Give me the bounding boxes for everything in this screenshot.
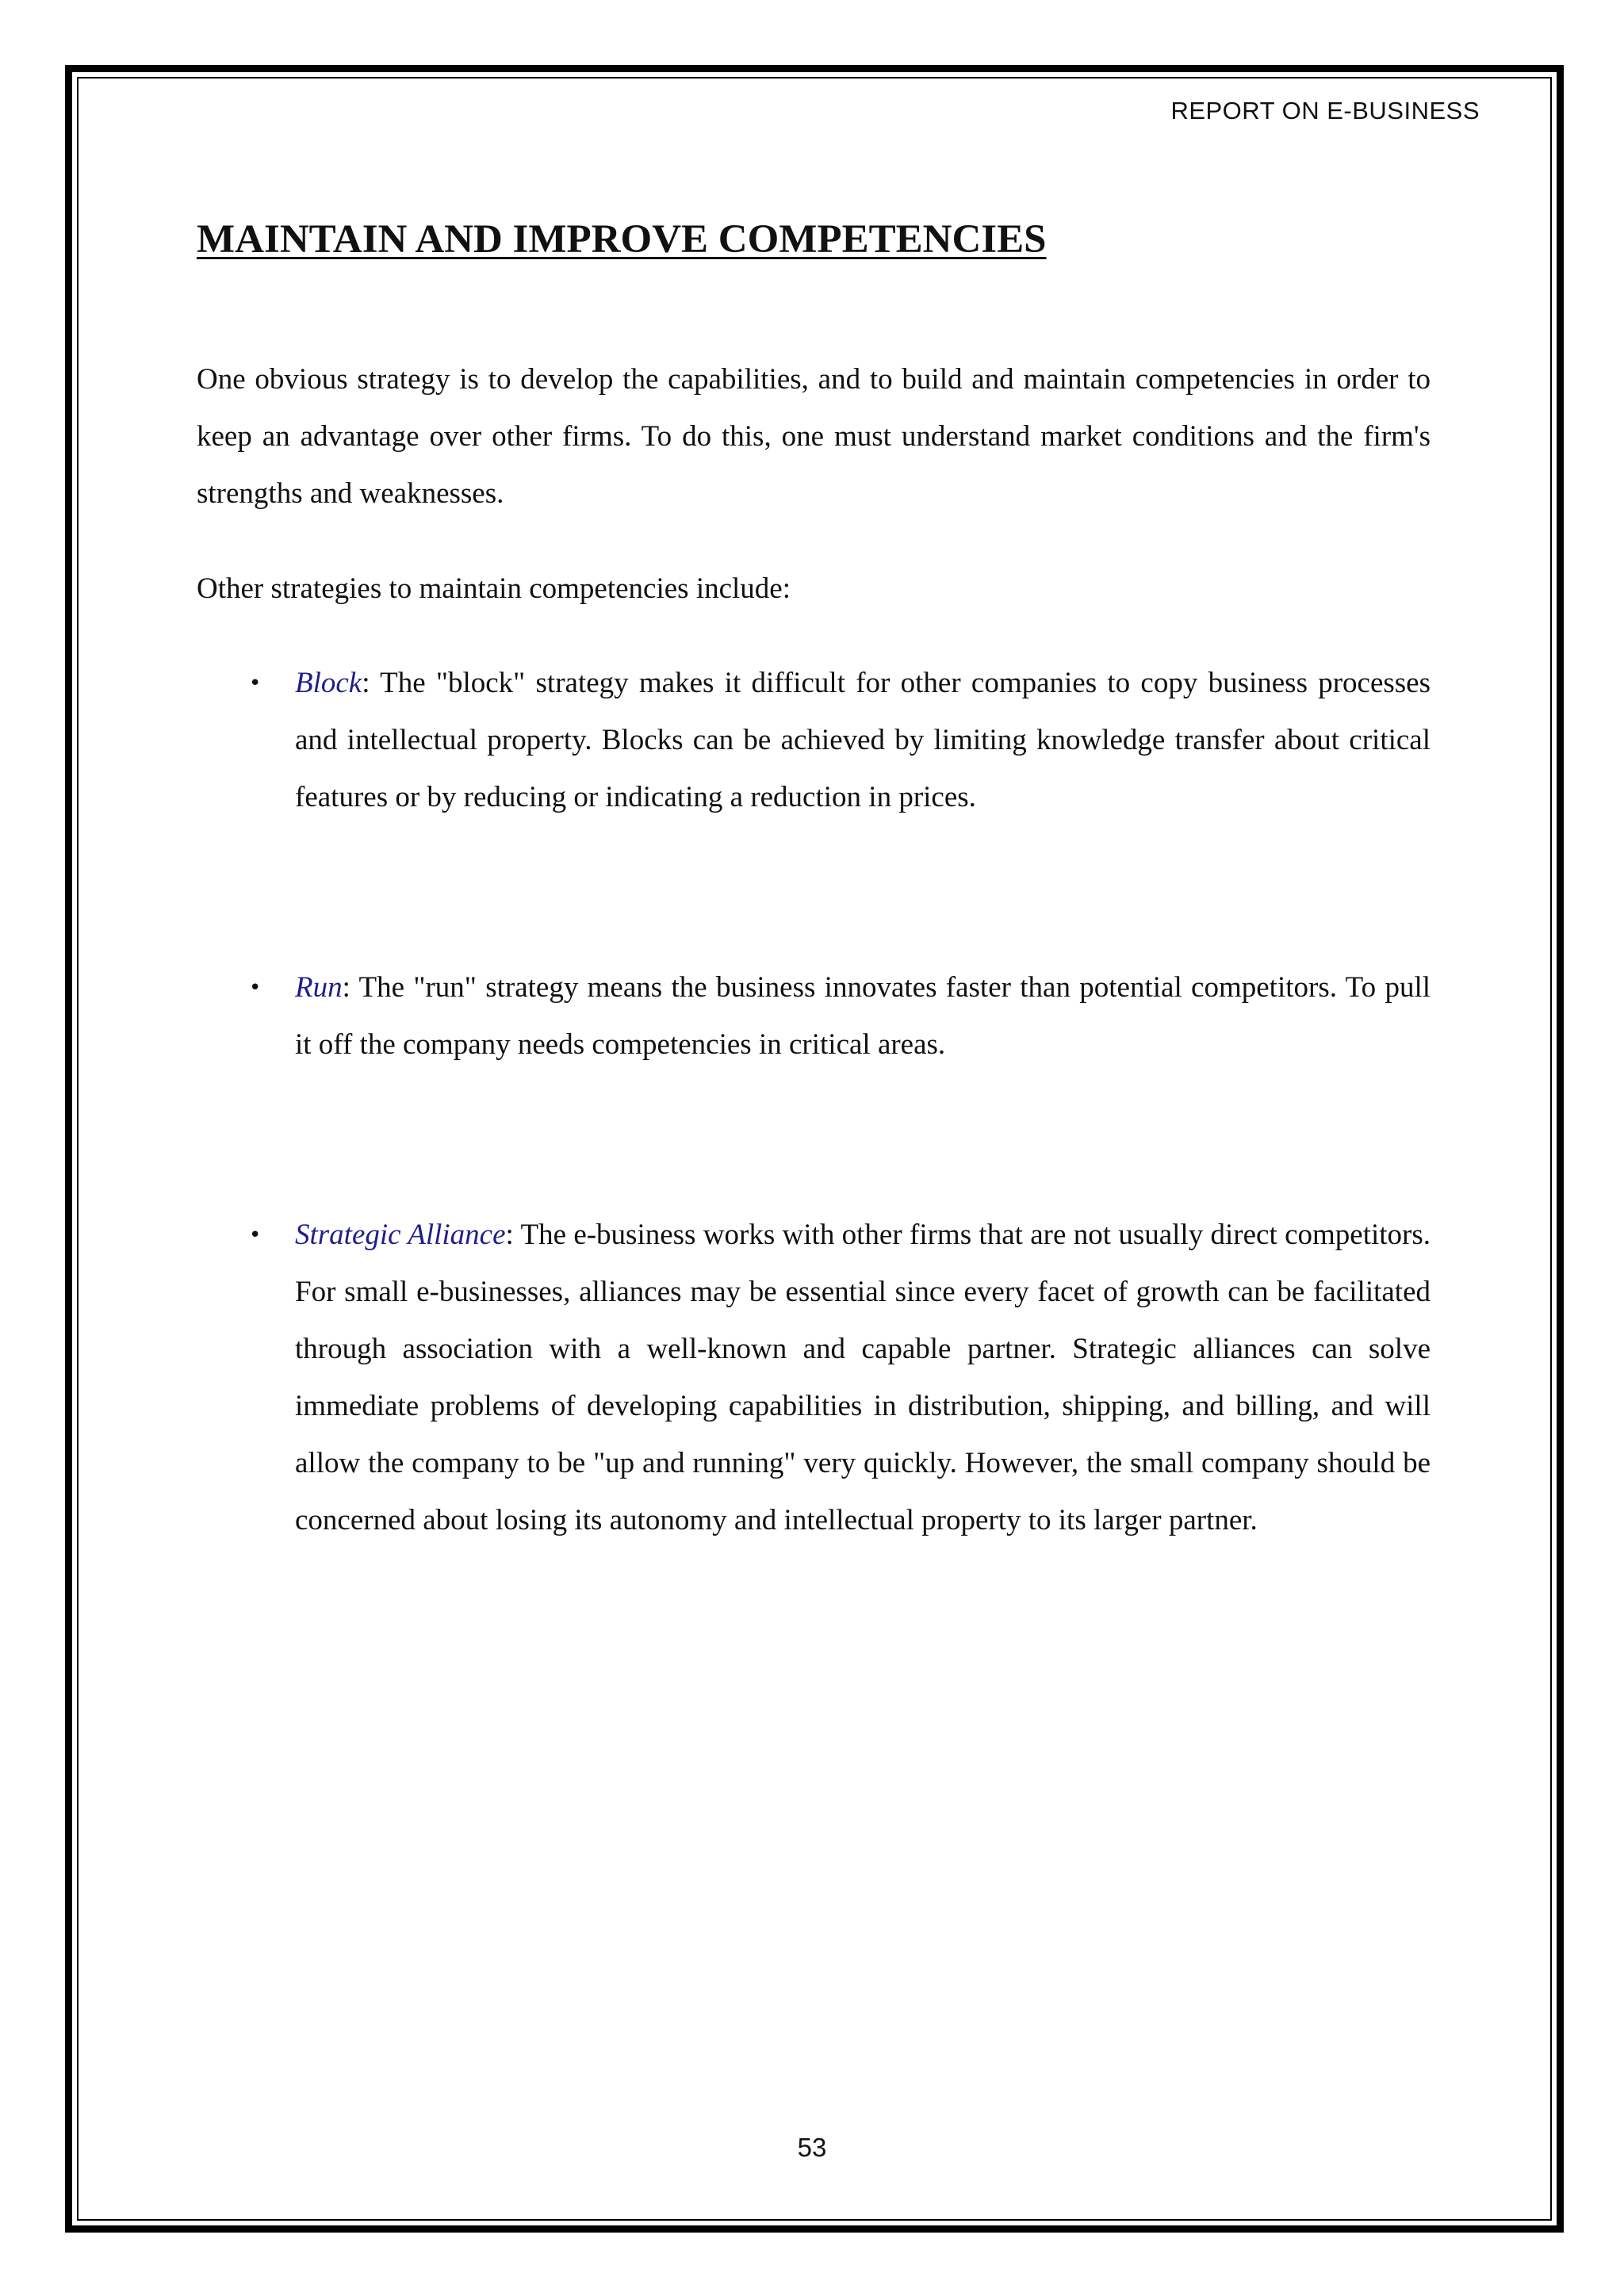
intro-paragraph: One obvious strategy is to develop the capabilities, and to build and maintain competencies in order to keep an advantage over other firms. To do this, one must understand market conditions and the firm's strengths and weaknesses. bbox=[197, 363, 1431, 510]
description-run: : The "run" strategy means the business innovates faster than potential competitors. To pull it off the company needs competencies in critical areas. bbox=[295, 971, 1431, 1061]
list-item-run bbox=[197, 959, 1431, 1073]
term-run: Run bbox=[295, 971, 343, 1004]
list-item-block bbox=[197, 655, 1431, 826]
page-number: 53 bbox=[797, 2133, 827, 2162]
description-block: : The "block" strategy makes it difficult for other companies to copy business processes and intellectual property. Blocks can be achieved by limiting knowledge transfer about critical features or by reducing or indicating a reduction in prices. bbox=[295, 667, 1431, 813]
list-item-strategic-alliance bbox=[197, 1207, 1431, 1549]
running-header: REPORT ON E-BUSINESS bbox=[1170, 97, 1480, 124]
strategy-list bbox=[197, 655, 1431, 1549]
bullet-icon: • bbox=[249, 976, 262, 1000]
term-block: Block bbox=[295, 667, 362, 699]
lead-paragraph: Other strategies to maintain competencies include: bbox=[197, 572, 791, 605]
term-strategic-alliance: Strategic Alliance bbox=[295, 1219, 506, 1251]
section-title: MAINTAIN AND IMPROVE COMPETENCIES bbox=[197, 217, 1047, 262]
description-strategic-alliance: : The e-business works with other firms that are not usually direct competitors. For small e-businesses, alliances may be essential since every facet of growth can be facilitated through association with a well-known and capable partner. Strategic alliances can solve immediate problems of developing capabilities in distribution, shipping, and billing, and will allow the company to be "up and running" very quickly. However, the small company should be concerned about losing its autonomy and intellectual property to its larger partner. bbox=[295, 1219, 1431, 1536]
bullet-icon: • bbox=[249, 1223, 262, 1247]
bullet-icon: • bbox=[249, 672, 262, 695]
main-content bbox=[197, 216, 1431, 1549]
